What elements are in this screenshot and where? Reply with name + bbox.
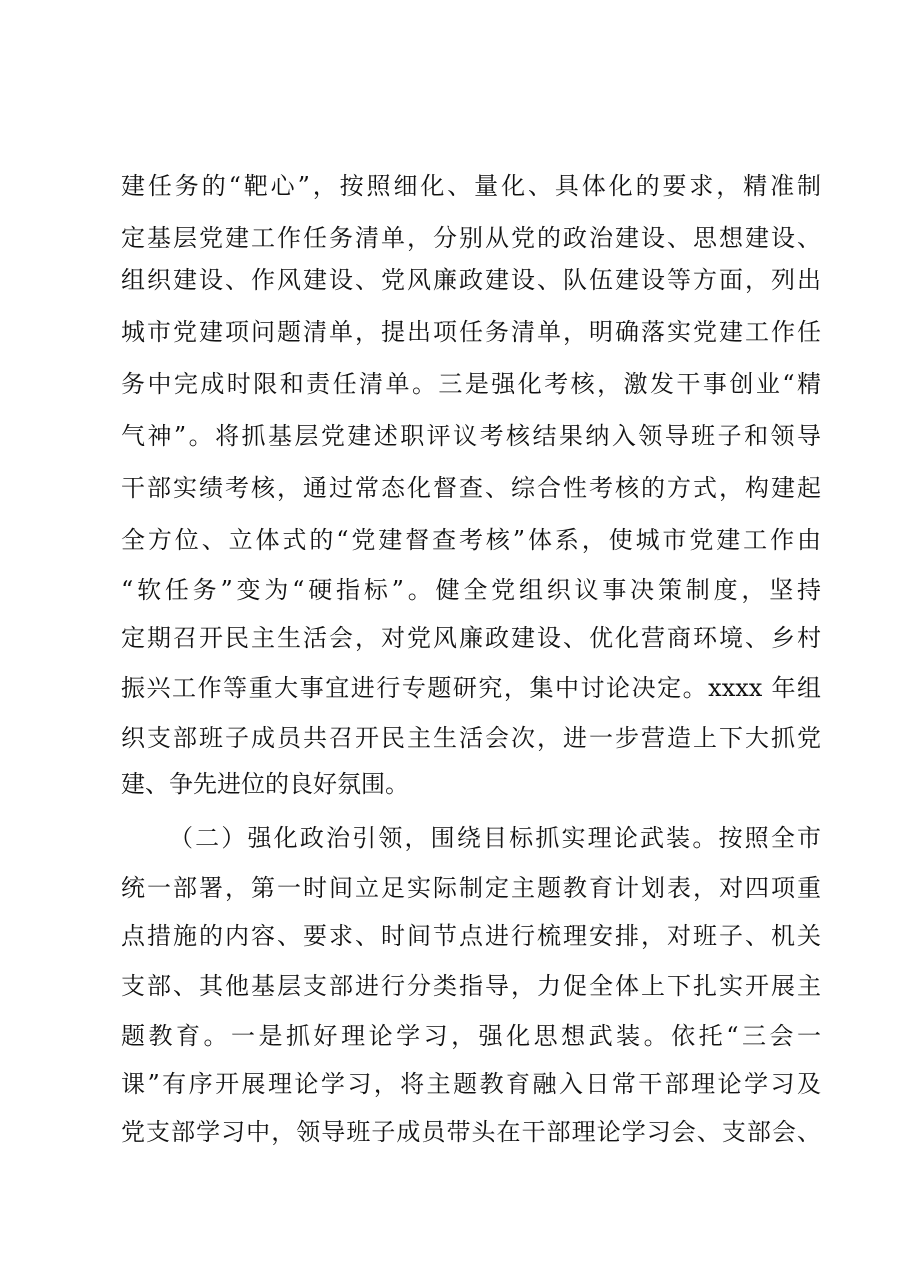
text-line: 城市党建项问题清单，提出项任务清单，明确落实党建工作任 [121, 318, 821, 346]
text-line: 组织建设、作风建设、党风廉政建设、队伍建设等方面，列出 [121, 266, 821, 294]
text-line: 定基层党建工作任务清单，分别从党的政治建设、思想建设、 [121, 224, 821, 252]
section-heading-line: （二）强化政治引领，围绕目标抓实理论武装。按照全市 [169, 824, 821, 852]
text-line: 务中完成时限和责任清单。三是强化考核，激发干事创业“精 [121, 370, 821, 398]
text-line: 定期召开民主生活会，对党风廉政建设、优化营商环境、乡村 [121, 624, 821, 652]
text-line: 题教育。一是抓好理论学习，强化思想武装。依托“三会一 [121, 1022, 821, 1050]
text-line: 支部、其他基层支部进行分类指导，力促全体上下扎实开展主 [121, 972, 821, 1000]
text-line: “软任务”变为“硬指标”。健全党组织议事决策制度，坚持 [121, 576, 821, 604]
text-line: 统一部署，第一时间立足实际制定主题教育计划表，对四项重 [121, 874, 821, 902]
text-line: 党支部学习中，领导班子成员带头在干部理论学习会、支部会、 [121, 1118, 821, 1146]
text-line: 建任务的“靶心”，按照细化、量化、具体化的要求，精准制 [121, 172, 821, 200]
text-line: 点措施的内容、要求、时间节点进行梳理安排，对班子、机关 [121, 922, 821, 950]
text-line: 建、争先进位的良好氛围。 [121, 770, 409, 798]
text-line: 干部实绩考核，通过常态化督查、综合性考核的方式，构建起 [121, 474, 821, 502]
text-line: 织支部班子成员共召开民主生活会次，进一步营造上下大抓党 [121, 724, 821, 752]
text-line: 课”有序开展理论学习，将主题教育融入日常干部理论学习及 [121, 1070, 821, 1098]
text-line: 全方位、立体式的“党建督查考核”体系，使城市党建工作由 [121, 526, 821, 554]
text-line: 气神”。将抓基层党建述职评议考核结果纳入领导班子和领导 [121, 422, 821, 450]
text-line: 振兴工作等重大事宜进行专题研究，集中讨论决定。xxxx 年组 [121, 674, 821, 702]
